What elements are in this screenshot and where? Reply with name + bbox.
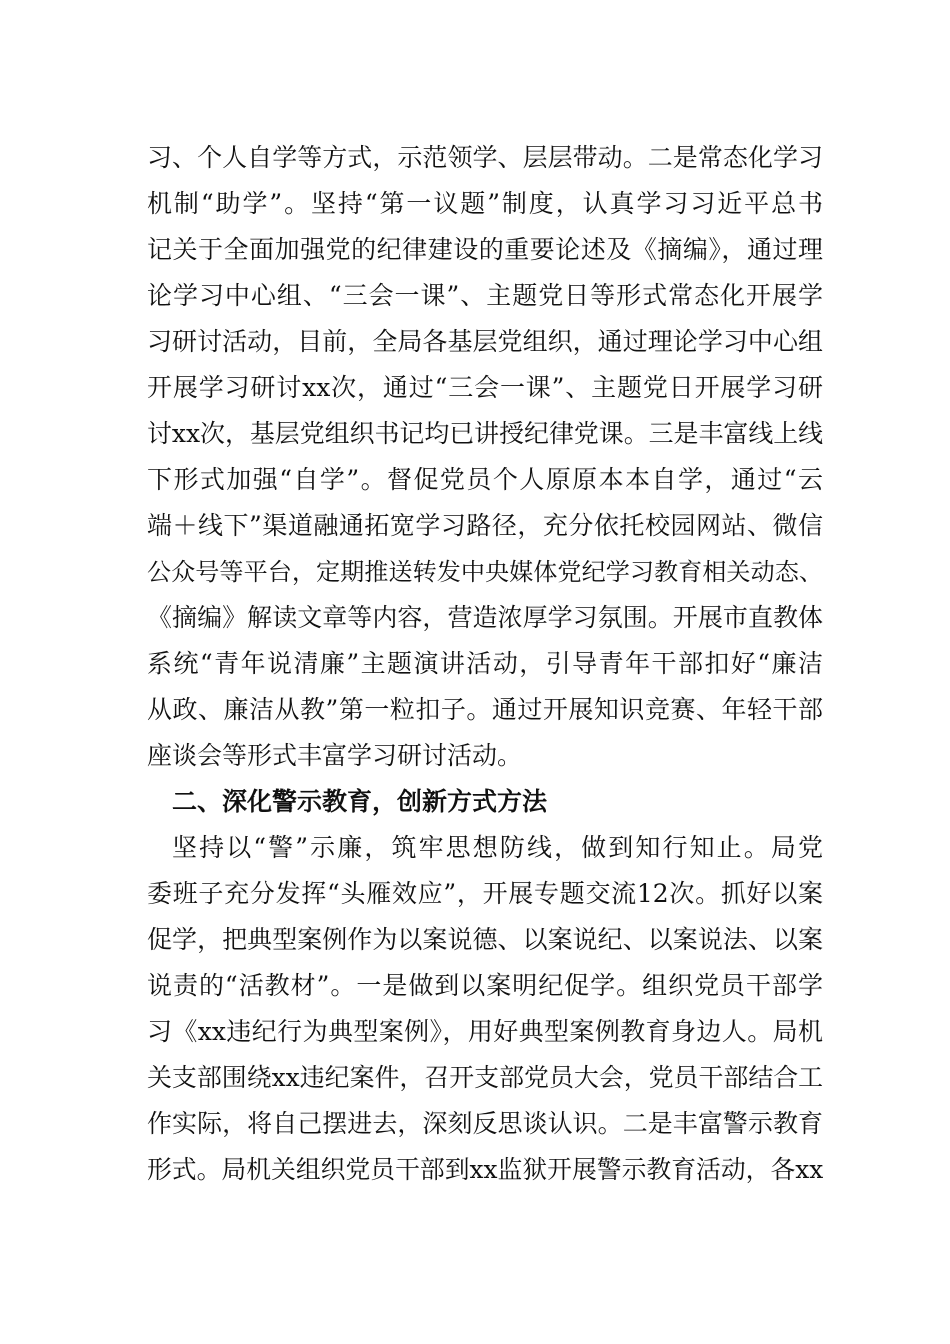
text-line: 机制“助学”。坚持“第一议题”制度，认真学习习近平总书: [147, 189, 823, 218]
text-line: 习、个人自学等方式，示范领学、层层带动。二是常态化学习: [147, 143, 823, 172]
text-line: 下形式加强“自学”。督促党员个人原原本本自学，通过“云: [147, 465, 823, 494]
text-line: 公众号等平台，定期推送转发中央媒体党纪学习教育相关动态、: [147, 558, 823, 586]
text-line: 委班子充分发挥“头雁效应”，开展专题交流12次。抓好以案: [147, 879, 823, 908]
text-line: 论学习中心组、“三会一课”、主题党日等形式常态化开展学: [147, 281, 823, 310]
section-heading: 二、深化警示教育，创新方式方法: [172, 787, 548, 816]
text-line: 关支部围绕xx违纪案件，召开支部党员大会，党员干部结合工: [147, 1063, 824, 1092]
text-line: 系统“青年说清廉”主题演讲活动，引导青年干部扣好“廉洁: [147, 649, 823, 678]
text-line: 习研讨活动，目前，全局各基层党组织，通过理论学习中心组: [147, 327, 823, 356]
text-line: 作实际，将自己摆进去，深刻反思谈认识。二是丰富警示教育: [147, 1109, 823, 1138]
text-line: 端＋线下”渠道融通拓宽学习路径，充分依托校园网站、微信: [147, 511, 823, 540]
text-line: 《摘编》解读文章等内容，营造浓厚学习氛围。开展市直教体: [147, 603, 823, 632]
text-line: 习《xx违纪行为典型案例》，用好典型案例教育身边人。局机: [147, 1017, 823, 1046]
text-line: 形式。局机关组织党员干部到xx监狱开展警示教育活动，各xx: [147, 1155, 824, 1184]
text-line: 促学，把典型案例作为以案说德、以案说纪、以案说法、以案: [147, 925, 823, 954]
text-line: 记关于全面加强党的纪律建设的重要论述及《摘编》，通过理: [147, 235, 823, 264]
text-line: 从政、廉洁从教”第一粒扣子。通过开展知识竞赛、年轻干部: [147, 695, 823, 724]
text-line: 坚持以“警”示廉，筑牢思想防线，做到知行知止。局党: [172, 833, 823, 862]
text-line: 讨xx次，基层党组织书记均已讲授纪律党课。三是丰富线上线: [147, 419, 824, 448]
text-line: 座谈会等形式丰富学习研讨活动。: [147, 741, 523, 770]
text-line: 说责的“活教材”。一是做到以案明纪促学。组织党员干部学: [147, 971, 823, 1000]
text-line: 开展学习研讨xx次，通过“三会一课”、主题党日开展学习研: [147, 373, 823, 402]
